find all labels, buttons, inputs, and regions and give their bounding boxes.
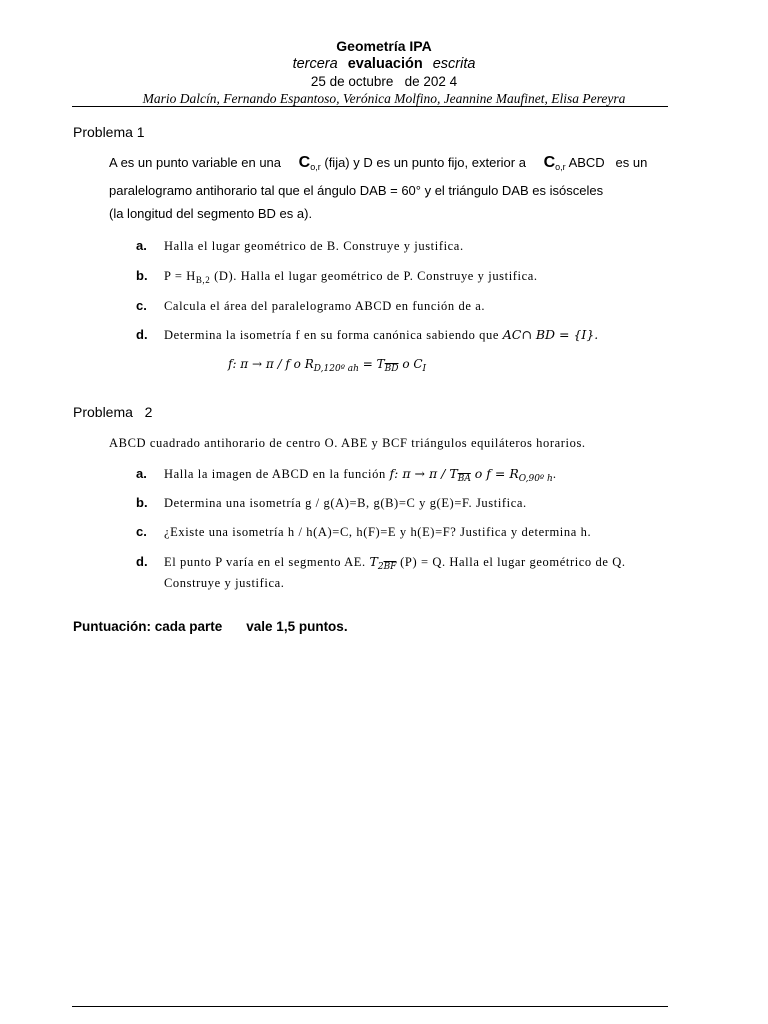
problem-1-formula: f: π → π / f o $R_{D,120º ah} = T_{\overline{BD}}$ o $C_I$ — [228, 357, 427, 374]
part-label: a. — [136, 466, 147, 481]
part-text: Halla la imagen de ABCD en la función f: $\pi \to \pi / T_{\overline{BA}}$ o $f = R_{O,90º h}$. — [164, 466, 557, 484]
scoring-note — [73, 619, 348, 634]
part-text: Determina la isometría f en su forma canónica sabiendo que AC∩ BD = {I}. — [164, 327, 599, 342]
problem-1-line-3: (la longitud del segmento BD es a). — [109, 206, 313, 221]
problem-1-line-2: paralelogramo antihorario tal que el ángulo DAB = 60° y el triángulo DAB es isósceles — [109, 183, 604, 198]
subtitle-part-2: evaluación — [347, 56, 423, 72]
part-label: c. — [136, 298, 147, 313]
exam-title: Geometría IPA — [336, 38, 432, 54]
scoring-label: Puntuación: cada parte — [73, 619, 223, 634]
scoring-value: vale 1,5 puntos. — [246, 619, 348, 634]
exam-date: 25 de octubre de 202 4 — [310, 74, 458, 89]
subtitle-part-3: escrita — [432, 56, 476, 72]
part-label: b. — [136, 268, 148, 283]
part-text: ¿Existe una isometría h / h(A)=C, h(F)=E y h(E)=F? Justifica y determina h. — [164, 525, 592, 539]
part-label: c. — [136, 524, 147, 539]
subtitle-part-1: tercera — [292, 56, 338, 72]
header-divider — [72, 106, 668, 107]
p1-line1-c: ABCD es un — [568, 155, 648, 170]
part-label: d. — [136, 327, 148, 342]
exam-authors: Mario Dalcín, Fernando Espantoso, Verónica Molfino, Jeannine Maufinet, Elisa Pereyra — [142, 91, 626, 106]
part-text: $P = H_{B,2}$ (D). Halla el lugar geométrico de P. Construye y justifica. — [164, 269, 538, 285]
part-text: Determina una isometría g / g(A)=B, g(B)=C y g(E)=F. Justifica. — [164, 496, 527, 510]
exam-subtitle — [0, 55, 768, 73]
problem-1-statement — [109, 151, 669, 225]
part-text: Halla el lugar geométrico de B. Construye y justifica. — [164, 239, 464, 253]
exam-header — [0, 38, 768, 108]
part-text: El punto P varía en el segmento AE. $T_{2\overline{BF}}$ (P) = Q. Halla el lugar geométrico de Q. Construye y justifica. — [164, 554, 626, 590]
problem-2-intro: ABCD cuadrado antihorario de centro O. ABE y BCF triángulos equiláteros horarios. — [109, 436, 586, 450]
circle-symbol-2: $C_{o,r}$ — [543, 154, 566, 172]
problem-1-line-1 — [109, 151, 669, 179]
footer-divider — [72, 1006, 668, 1007]
problem-1-title: Problema 1 — [73, 124, 145, 140]
part-text: Calcula el área del paralelogramo ABCD en función de a. — [164, 299, 486, 313]
part-label: d. — [136, 554, 148, 569]
part-label: a. — [136, 238, 147, 253]
p1-line1-b: (fija) y D es un punto fijo, exterior a — [324, 155, 526, 170]
part-label: b. — [136, 495, 148, 510]
p1-line1-a: A es un punto variable en una — [109, 155, 282, 170]
problem-2-title: Problema 2 — [73, 404, 153, 420]
circle-symbol: $C_{o,r}$ — [298, 154, 321, 172]
